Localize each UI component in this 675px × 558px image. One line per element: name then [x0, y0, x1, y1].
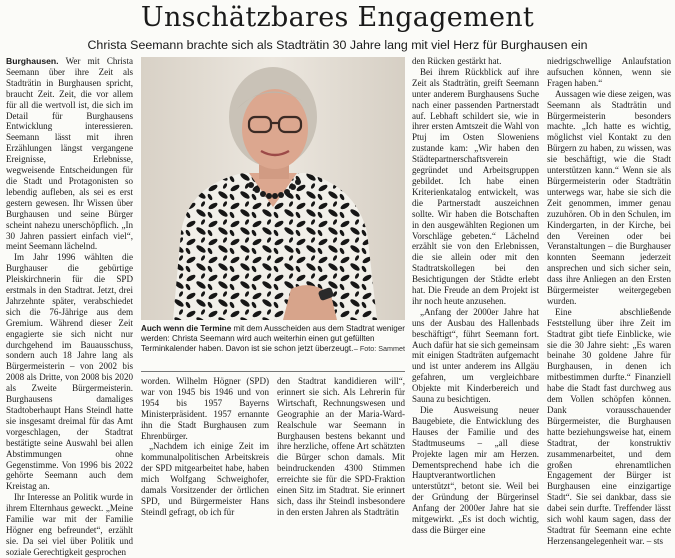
paragraph: Im Jahr 1996 wählten die Burghauser die gebürtige Pleiskirchnerin für die SPD erstmals in den Stadtrat. Jetzt, drei Jahrzehnte später, verabschiedet sich die 76-Jährige aus dem Gremium. Während dieser Zeit engagierte sie sich nicht nur durchgehend im Bauausschuss, sondern auch 18 Jahre lang als Bürgermeisterin – von 2002 bis 2008 als Dritte, von 2008 bis 2020 als Zweite Bürgermeisterin. Burghausens damaliges Stadtoberhaupt Hans Steindl hatte sie insgesamt dreimal für das Amt vorgeschlagen, der Stadtrat bestätigte seine Auswahl bei allen Abstimmungen ohne Gegenstimme. Von 1996 bis 2022 gehörte Seemann auch dem Kreistag an. [6, 252, 133, 492]
caption-text: mit dem Ausscheiden aus dem Stadtrat weniger werden: Christa Seemann wird auch weiterhin einen gut gefüllten Terminkalender haben. Davon ist sie schon jetzt überzeugt. [141, 324, 405, 354]
subheadline: Christa Seemann brachte sich als Stadträtin 30 Jahre lang mit viel Herz für Burghausen ein [87, 38, 588, 52]
paragraph: Ihr Interesse an Politik wurde in ihrem Elternhaus geweckt. „Meine Familie war mit der Familie Högner eng befreundet“, erzählt sie. Da sei viel über Politik und soziale Gerechtigkeit gesprochen [6, 492, 133, 557]
headline: Unschätzbares Engagement [140, 2, 535, 33]
article-column-5 [547, 56, 671, 546]
paragraph: niedrigschwellige Anlaufstation aufsuchen können, wenn sie Fragen haben.“ [547, 56, 671, 88]
paragraph-text: Eine abschließende Feststellung über ihre Zeit im Stadtrat gibt tiefe Einblicke, wie sie die 30 Jahre sieht: „Es waren beinahe 30 goldene Jahre für Burghausen, in denen ich mitbestimmen durfte.“ Finanziell habe die Stadt fast durchweg aus dem Vollen schöpfen können. Dank vorausschauender Bürgermeister, die Burghausen hatte beziehungsweise hat, einem Stadtrat, der konstruktiv zusammenarbeitet, und dem großen ehrenamtlichen Engagement der Bürger ist Burghausen eine einzigartige Stadt“. Sie sei dankbar, dass sie dabei sein durfte. Treffender lässt sich wohl kaum sagen, dass der Stadtrat für Seemann eine echte Herzensangelegenheit war. [547, 306, 671, 546]
author-tag: – sts [646, 535, 664, 546]
paragraph: „Anfang der 2000er Jahre hat uns der Ausbau des Hallenbads beschäftigt“, führt Seemann fort. Auch dafür hat sie sich gemeinsam mit einigen Stadträten aufgemacht und ist unter anderem ins Allgäu gefahren, um vergleichbare Objekte mit Kinderbereich und Sauna zu besichtigen. [412, 306, 539, 405]
paragraph: Aussagen wie diese zeigen, was Seemann als Stadträtin und Bürgermeisterin besonders machte. „Ich hatte es wichtig, möglichst viel Kontakt zu den Bürgern zu haben, zu wissen, was sie beschäftigt, wie die Stadt unterstützen kann.“ Wenn sie als Bürgermeisterin oder Stadträtin unterwegs war, habe sie sich die Zeit genommen, immer genau zuzuhören. Ob in den Schulen, im Kindergarten, in der Kirche, bei den Vereinen oder bei Veranstaltungen – die Burghauser konnten Seemann jederzeit ansprechen und sich sicher sein, dass ihre Anliegen an den Ersten Bürgermeister weitergegeben wurden. [547, 88, 671, 306]
photo-caption [141, 324, 405, 355]
article-column-4 [412, 56, 539, 535]
paragraph: Bei ihrem Rückblick auf ihre Zeit als Stadträtin, greift Seemann unter anderem Burghausens Suche nach einer passenden Partnerstadt auf. Lebhaft schildert sie, wie in ihrer ersten Amtszeit die Wahl von Ptuj im Osten Sloweniens zustande kam: „Wir haben den Städtepartnerschaftsverein gegründet und Arbeitsgruppen gebildet. Ich habe einen Kriterienkatalog entwickelt, was die Partnerstadt auszeichnen sollte. Wir haben die Botschaften in den ausgewählten Regionen um Vorschläge gebeten.“ Lächelnd erzählt sie von den Erlebnissen, die sie allein oder mit den Stadtratskollegen bei den Besichtigungen der Städte erlebt hat. Die Freude an dem Projekt ist ihr noch heute anzusehen. [412, 66, 539, 306]
paragraph: Die Ausweisung neuer Baugebiete, die Entwicklung des Hauses der Familie und des Stadtmuseums – „all diese Projekte lagen mir am Herzen. Dementsprechend habe ich die Hauptverantwortlichen unterstützt“, betont sie. Weil bei der Gründung der Bürgerinsel Anfang der 2000er Jahre hat sie mitgewirkt. „Es ist doch wichtig, dass die Bürger eine [412, 405, 539, 535]
face [242, 89, 308, 169]
photo-credit: – Foto: Sammet [353, 344, 405, 354]
portrait-photo [141, 57, 405, 320]
paragraph: worden. Wilhelm Högner (SPD) war von 1945 bis 1946 und von 1954 bis 1957 Bayerns Ministerpräsident. 1957 ernannte ihn die Stadt Burghausen zum Ehrenbürger. [141, 376, 269, 441]
dateline: Burghausen. [6, 56, 59, 66]
paragraph [547, 307, 671, 547]
caption-divider [141, 371, 405, 372]
article-column-3 [277, 376, 405, 517]
paragraph: „Nachdem ich einige Zeit im kommunalpolitischen Arbeitskreis der SPD mitgearbeitet habe, haben mich Wolfgang Schweighofer, damals Vorsitzender der örtlichen SPD, und Bürgermeister Hans Steindl gefragt, ob ich für [141, 441, 269, 517]
article-column-2 [141, 376, 269, 517]
caption-lead: Auch wenn die Termine [141, 324, 232, 333]
paragraph [6, 56, 133, 252]
paragraph-text: Wer mit Christa Seemann über ihre Zeit als Stadträtin in Burghausen spricht, braucht Zeit. Zeit, die vor allem für all die wertvoll ist, die sich im Detail für Burghausens Entwicklung interessieren. Seemann lässt mit ihren Erzählungen längst vergangene Ereignisse, Erlebnisse, wegweisende Entscheidungen für die Stadt und Protagonisten so lebendig aufleben, als sei es erst gestern gewesen. Ihr Wissen über Burghausen und seine Bürger scheint nahezu unerschöpflich. „In 30 Jahren passiert einfach viel“, meint Seemann lächelnd. [6, 56, 133, 252]
paragraph: den Rücken gestärkt hat. [412, 56, 502, 66]
article-column-1 [6, 56, 133, 557]
paragraph: den Stadtrat kandidieren will“, erinnert sie sich. Als Lehrerin für Wirtschaft, Rechnungswesen und Geographie an der Maria-Ward-Realschule war Seemann in Burghausen bestens bekannt und ihre herzliche, offene Art schätzten die Bürger schon damals. Mit beindruckenden 4300 Stimmen erreichte sie für die SPD-Fraktion einen Sitz im Stadtrat. Sie erinnert sich, dass ihr Steindl insbesondere in den ersten Jahren als Stadträtin [277, 376, 405, 517]
